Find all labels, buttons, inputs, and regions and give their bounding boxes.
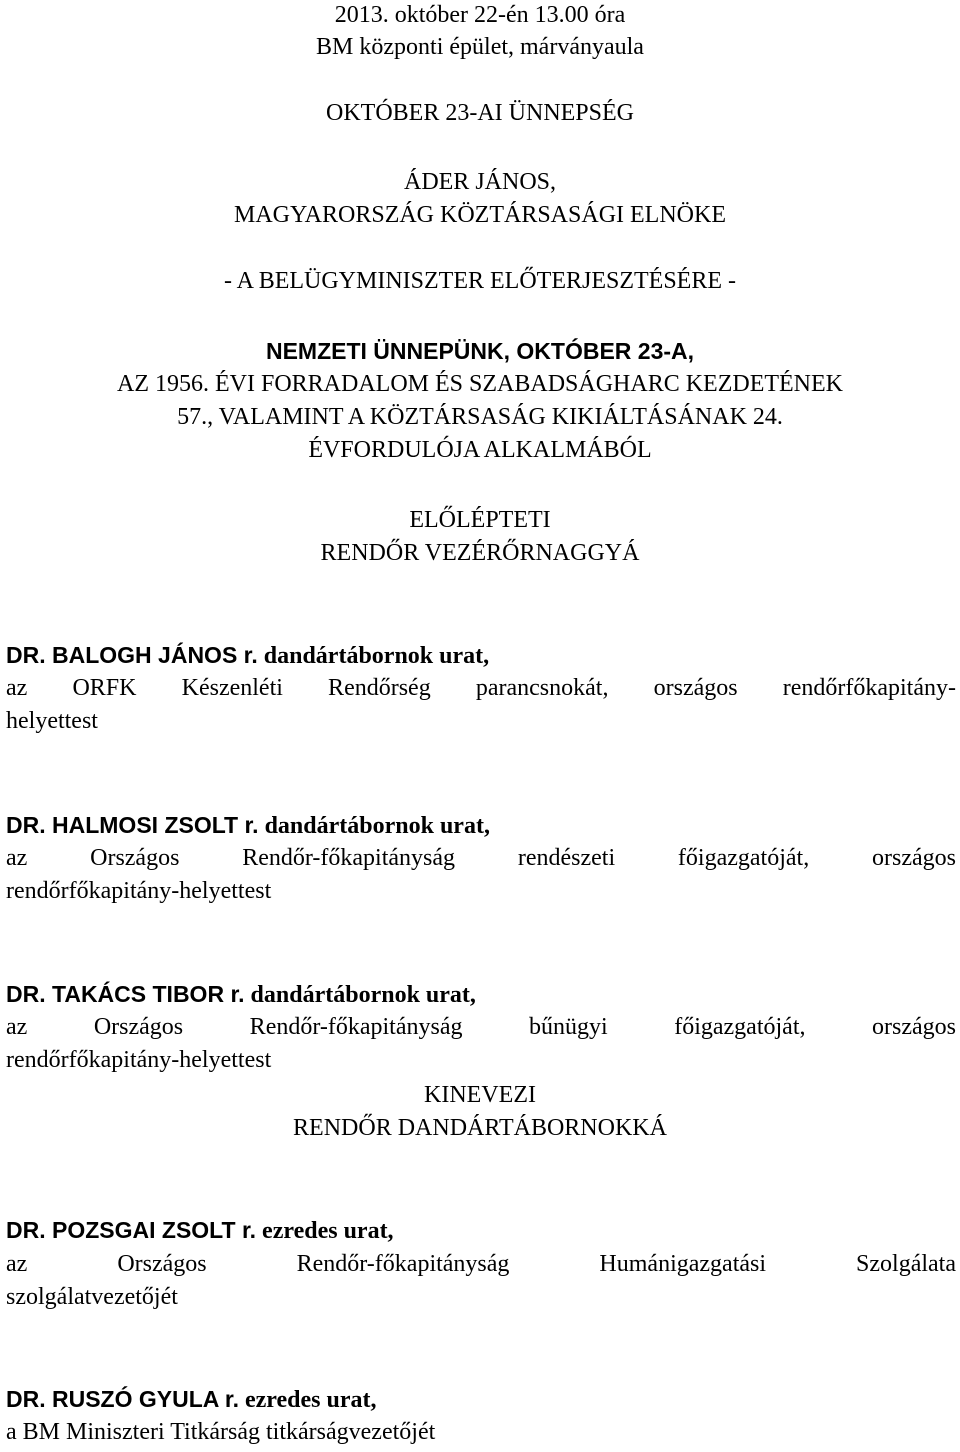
person-role-line: a BM Miniszteri Titkárság titkárságvezetőjét	[6, 1419, 436, 1445]
person-rank: ezredes urat,	[262, 1218, 394, 1244]
promoted-person-takacs	[6, 979, 956, 1010]
person-role-line: rendőrfőkapitány-helyettest	[6, 1047, 272, 1073]
person-role-line: helyettest	[6, 708, 98, 734]
promotion-rank: RENDŐR VEZÉRŐRNAGGYÁ	[320, 540, 640, 566]
appointment-verb: KINEVEZI	[424, 1082, 536, 1108]
occasion-line-4: ÉVFORDULÓJA ALKALMÁBÓL	[308, 437, 652, 463]
person-rank: dandártábornok urat,	[250, 982, 476, 1008]
proposal-line: - A BELÜGYMINISZTER ELŐTERJESZTÉSÉRE -	[224, 268, 736, 294]
occasion-line-2: AZ 1956. ÉVI FORRADALOM ÉS SZABADSÁGHARC KEZDETÉNEK	[117, 371, 843, 397]
person-role-line: az Országos Rendőr-főkapitányság bűnügyi főigazgatóját, országos	[6, 1014, 956, 1040]
president-name: ÁDER JÁNOS,	[403, 169, 556, 195]
appointed-person-ruszo	[6, 1384, 956, 1415]
appointment-rank: RENDŐR DANDÁRTÁBORNOKKÁ	[293, 1115, 667, 1141]
appointed-person-pozsgai	[6, 1215, 956, 1246]
occasion-line-3: 57., VALAMINT A KÖZTÁRSASÁG KIKIÁLTÁSÁNAK 24.	[177, 404, 783, 430]
person-role-line: az Országos Rendőr-főkapitányság rendészeti főigazgatóját, országos	[6, 845, 956, 871]
person-rank: ezredes urat,	[245, 1387, 377, 1413]
person-name: DR. POZSGAI ZSOLT r.	[6, 1217, 257, 1243]
person-role-line: az Országos Rendőr-főkapitányság Humánigazgatási Szolgálata	[6, 1251, 956, 1277]
person-rank: dandártábornok urat,	[263, 643, 490, 669]
person-role-line: az ORFK Készenléti Rendőrség parancsnokát, országos rendőrfőkapitány-	[6, 675, 956, 701]
person-rank: dandártábornok urat,	[264, 813, 490, 839]
event-venue: BM központi épület, márványaula	[316, 34, 644, 60]
president-title: MAGYARORSZÁG KÖZTÁRSASÁGI ELNÖKE	[233, 202, 726, 228]
person-role-line: szolgálatvezetőjét	[6, 1284, 178, 1310]
person-name: DR. HALMOSI ZSOLT r.	[6, 812, 259, 838]
person-name: DR. TAKÁCS TIBOR r.	[6, 981, 245, 1007]
event-title: OKTÓBER 23-AI ÜNNEPSÉG	[326, 100, 634, 126]
person-name: DR. BALOGH JÁNOS r.	[6, 642, 258, 668]
promotion-verb: ELŐLÉPTETI	[409, 507, 551, 533]
person-role-line: rendőrfőkapitány-helyettest	[6, 878, 272, 904]
person-name: DR. RUSZÓ GYULA r.	[6, 1386, 239, 1412]
promoted-person-balogh	[6, 640, 956, 671]
occasion-line-1: NEMZETI ÜNNEPÜNK, OKTÓBER 23-A,	[265, 338, 695, 364]
event-date-time: 2013. október 22-én 13.00 óra	[334, 2, 626, 28]
promoted-person-halmosi	[6, 810, 956, 841]
